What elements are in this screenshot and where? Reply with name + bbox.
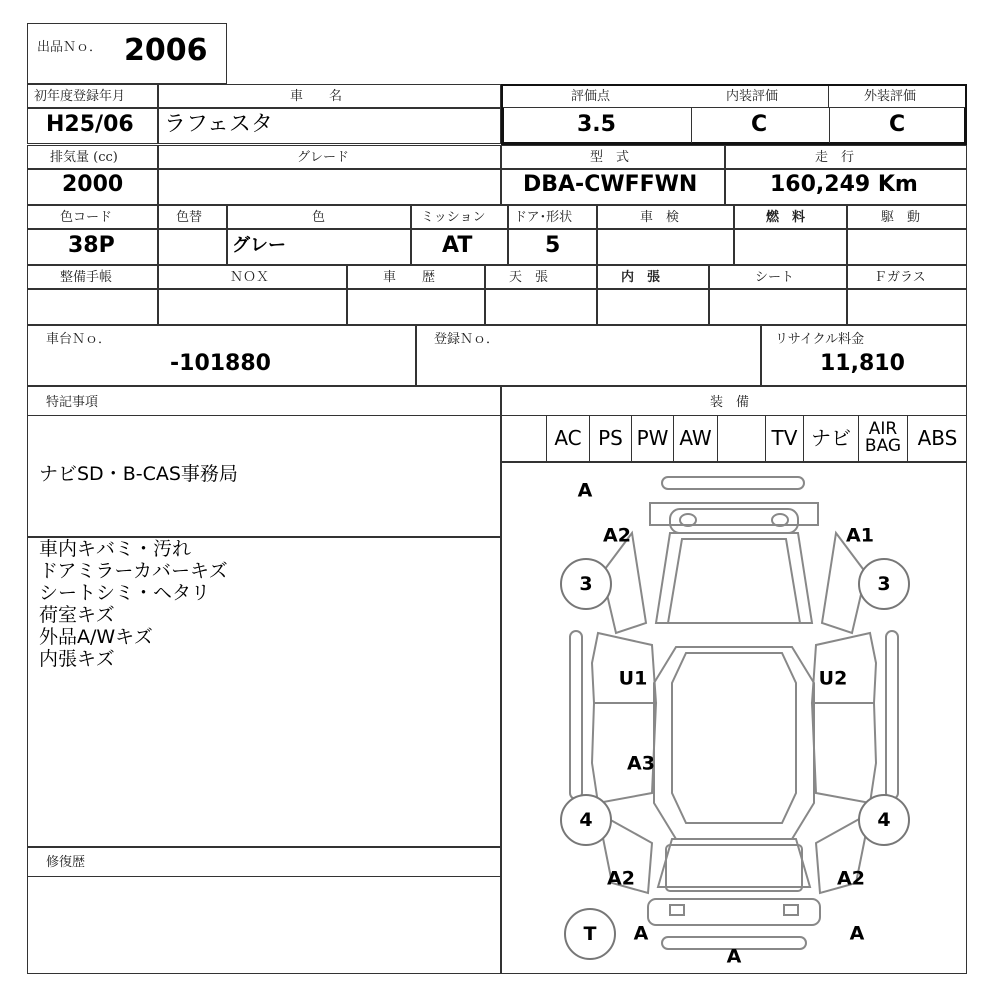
mark-rear-right: A	[849, 922, 865, 945]
remarks-header	[27, 386, 501, 416]
remark-line: 車内キバミ・汚れ	[39, 538, 192, 560]
mark-front-left-fender: A2	[603, 524, 631, 547]
repair-label: 修復歴	[46, 855, 86, 870]
remark-line: 内張キズ	[39, 648, 115, 670]
color-code-label: 色コード	[60, 210, 113, 225]
equipment-item-ps: PS	[589, 415, 631, 461]
nox-cell	[158, 289, 347, 325]
mark-rear-right-quarter: A2	[837, 867, 865, 890]
inspection-cell	[597, 229, 734, 265]
remark-line: 荷室キズ	[39, 604, 115, 626]
equipment-label: 装 備	[710, 395, 750, 410]
lot-number: 2006	[124, 33, 208, 68]
fglass-cell	[847, 289, 967, 325]
door-label: ドア･形状	[514, 210, 573, 225]
color-label: 色	[312, 210, 326, 225]
maint-cell	[27, 289, 158, 325]
fuel-label: 燃 料	[766, 210, 806, 225]
equipment-item-ac: AC	[546, 415, 589, 461]
roof-label: 天 張	[509, 270, 549, 285]
mark-left-rear-door: A3	[627, 752, 655, 775]
mark-front-right-wheel: 3	[858, 558, 910, 610]
repair-header	[27, 847, 501, 877]
remark-line: ドアミラーカバーキズ	[39, 560, 228, 582]
exterior-label: 外装評価	[864, 89, 917, 104]
score-divider-1	[691, 108, 692, 143]
remarks-main: ナビSD・B-CAS事務局	[39, 463, 238, 485]
interior-trim-label: 内 張	[621, 270, 661, 285]
first-reg-label: 初年度登録年月	[34, 89, 126, 104]
reg-label: 登録Ｎｏ．	[434, 332, 500, 347]
maint-label: 整備手帳	[60, 270, 113, 285]
mark-front: A	[577, 479, 593, 502]
displacement-value: 2000	[62, 172, 124, 197]
equipment-item-pw: PW	[631, 415, 673, 461]
fglass-label: Ｆガラス	[874, 270, 926, 285]
chassis-value: -101880	[170, 351, 271, 376]
equipment-item-tv: TV	[765, 415, 803, 461]
equipment-item-abs: ABS	[907, 415, 967, 461]
grade-label: グレード	[297, 150, 350, 165]
interior-trim-cell	[597, 289, 709, 325]
car-diagram	[501, 462, 967, 974]
drive-label: 駆 動	[881, 210, 921, 225]
color-change-label: 色替	[176, 210, 203, 225]
remarks-list	[39, 538, 228, 670]
roof-cell	[485, 289, 597, 325]
mark-rear-left: A	[633, 922, 649, 945]
chassis-label: 車台Ｎｏ．	[46, 332, 112, 347]
color-code-value: 38P	[68, 233, 115, 258]
mark-left-door: U1	[618, 667, 648, 690]
lot-box	[27, 23, 227, 84]
mileage-label: 走 行	[815, 150, 855, 165]
mission-value: AT	[442, 233, 473, 258]
displacement-label: 排気量 (cc)	[50, 150, 118, 165]
recycle-label: リサイクル料金	[775, 332, 865, 347]
exterior-value: C	[889, 112, 906, 137]
history-label: 車 歴	[383, 270, 436, 285]
equipment-item-aw: AW	[673, 415, 717, 461]
mark-right-door: U2	[818, 667, 848, 690]
equipment-item-navi: ナビ	[803, 415, 858, 461]
remarks-label: 特記事項	[46, 395, 99, 410]
color-change-cell	[158, 229, 227, 265]
model-value: DBA-CWFFWN	[523, 172, 698, 197]
score-value: 3.5	[577, 112, 616, 137]
fuel-cell	[734, 229, 847, 265]
interior-label: 内装評価	[726, 89, 779, 104]
car-name-label: 車 名	[290, 89, 343, 104]
door-value: 5	[545, 233, 561, 258]
score-divider-2	[829, 108, 830, 143]
seat-label: シート	[755, 270, 795, 285]
mark-front-left-wheel: 3	[560, 558, 612, 610]
equipment-item-blank	[717, 415, 765, 461]
mark-rear-left-wheel: 4	[560, 794, 612, 846]
mark-rear-left-quarter: A2	[607, 867, 635, 890]
nox-label: ＮＯＸ	[230, 270, 270, 285]
recycle-value: 11,810	[820, 351, 905, 376]
mark-rear-bumper: A	[726, 945, 742, 968]
mission-label: ミッション	[421, 210, 486, 225]
mileage-value: 160,249 Km	[770, 172, 918, 197]
first-reg-value: H25/06	[46, 112, 134, 137]
mark-rear-right-wheel: 4	[858, 794, 910, 846]
lot-label: 出品Ｎｏ．	[37, 40, 103, 55]
color-value: グレー	[232, 235, 286, 256]
equipment-item-airbag: AIR BAG	[858, 415, 907, 461]
mark-front-right-fender: A1	[846, 524, 874, 547]
remark-line: シートシミ・ヘタリ	[39, 582, 211, 604]
history-cell	[347, 289, 485, 325]
inspection-label: 車 検	[640, 210, 680, 225]
interior-value: C	[751, 112, 768, 137]
model-label: 型 式	[590, 150, 630, 165]
drive-cell	[847, 229, 967, 265]
score-label: 評価点	[571, 89, 611, 104]
grade-cell	[158, 169, 501, 205]
car-name-value: ラフェスタ	[164, 112, 273, 137]
car-outline-icon	[502, 463, 966, 973]
mark-spare-tire: T	[564, 908, 616, 960]
remark-line: 外品A/Wキズ	[39, 626, 153, 648]
seat-cell	[709, 289, 847, 325]
repair-cell	[27, 876, 501, 974]
